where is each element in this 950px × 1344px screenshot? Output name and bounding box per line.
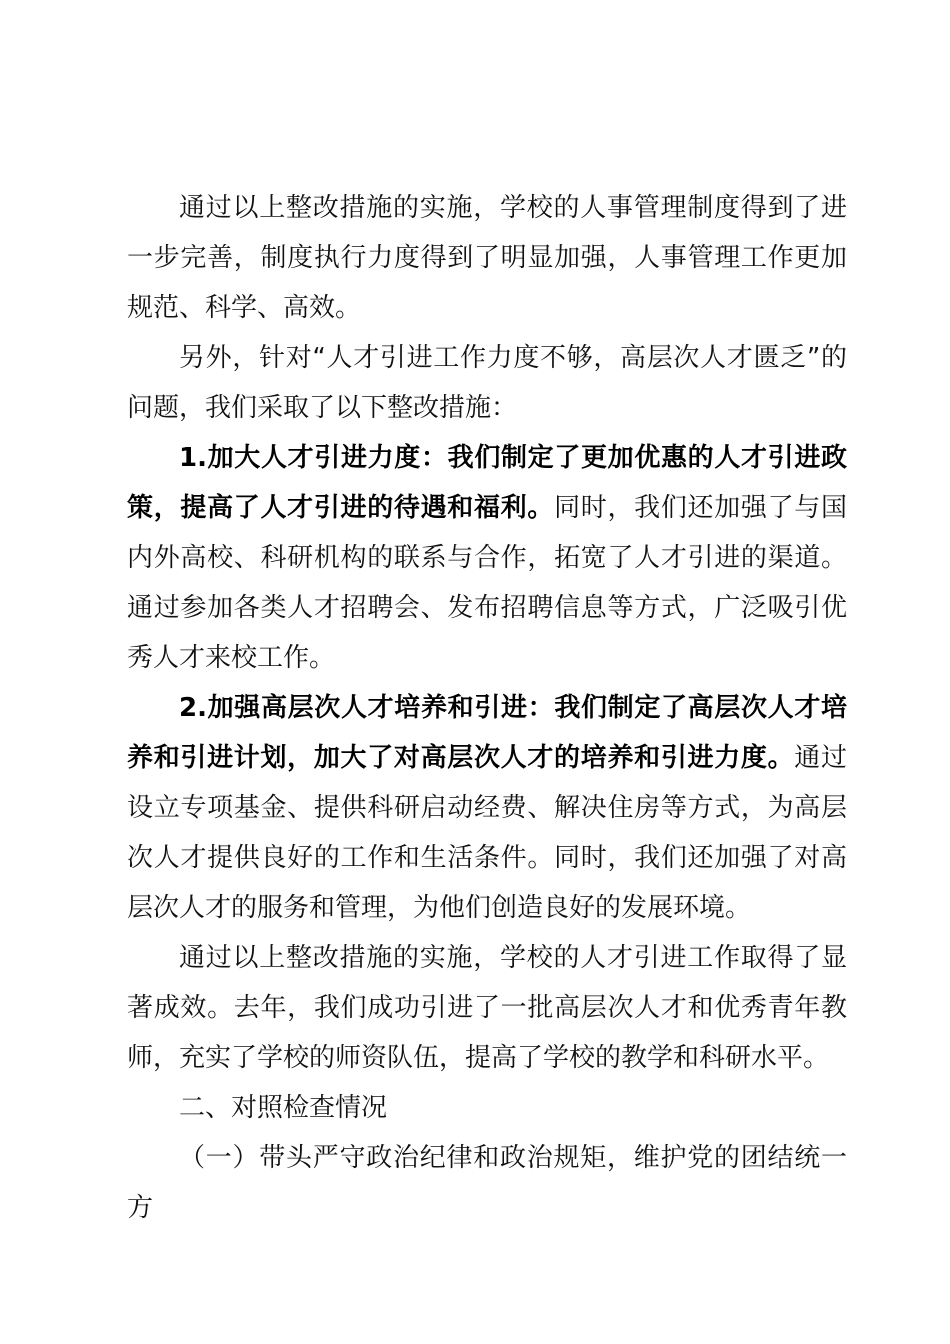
paragraph-3-text: 同时，我们还加强了与国内外高校、科研机构的联系与合作，拓宽了人才引进的渠道。通过参加各类人才招聘会、发布招聘信息等方式，广泛吸引优秀人才来校工作。 [127, 493, 847, 673]
paragraph-4 [127, 683, 847, 933]
paragraph-3-bold: 1.加大人才引进力度：我们制定了更加优惠的人才引进政策，提高了人才引进的待遇和福利。 [127, 443, 847, 523]
paragraph-7-text: （一）带头严守政治纪律和政治规矩，维护党的团结统一方 [127, 1143, 847, 1223]
paragraph-5 [127, 933, 847, 1083]
paragraph-5-text: 通过以上整改措施的实施，学校的人才引进工作取得了显著成效。去年，我们成功引进了一批高层次人才和优秀青年教师，充实了学校的师资队伍，提高了学校的教学和科研水平。 [127, 943, 847, 1073]
paragraph-4-text: 通过设立专项基金、提供科研启动经费、解决住房等方式，为高层次人才提供良好的工作和生活条件。同时，我们还加强了对高层次人才的服务和管理，为他们创造良好的发展环境。 [127, 743, 847, 923]
paragraph-3 [127, 433, 847, 683]
section-heading-text: 二、对照检查情况 [179, 1093, 388, 1123]
paragraph-1-text: 通过以上整改措施的实施，学校的人事管理制度得到了进一步完善，制度执行力度得到了明显加强，人事管理工作更加规范、科学、高效。 [127, 193, 847, 323]
paragraph-1 [127, 183, 847, 333]
section-heading [127, 1083, 847, 1133]
paragraph-2-text: 另外，针对“人才引进工作力度不够，高层次人才匮乏”的问题，我们采取了以下整改措施： [127, 343, 847, 423]
paragraph-2 [127, 333, 847, 433]
paragraph-4-bold: 2.加强高层次人才培养和引进：我们制定了高层次人才培养和引进计划，加大了对高层次人才的培养和引进力度。 [127, 693, 847, 773]
document-body [127, 183, 847, 1233]
paragraph-7 [127, 1133, 847, 1233]
